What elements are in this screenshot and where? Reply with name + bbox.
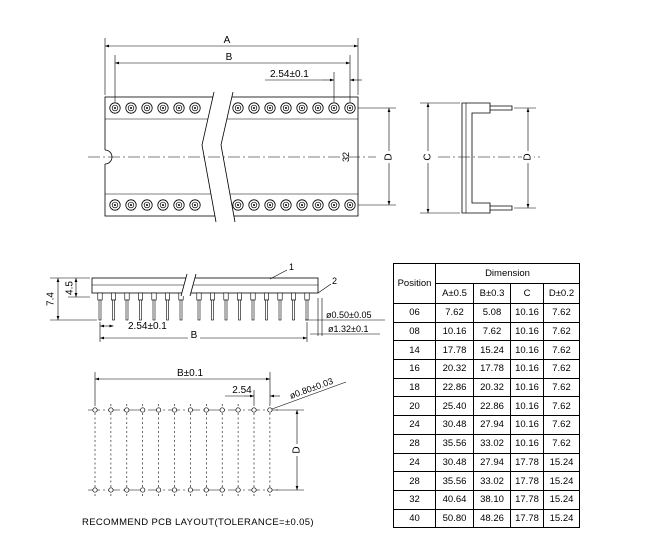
pin-center	[114, 107, 116, 109]
pin-contact	[249, 200, 259, 210]
pin-tail	[113, 300, 115, 320]
pin-contact	[329, 103, 339, 113]
table-row	[394, 509, 580, 528]
pin-contact	[265, 103, 275, 113]
pcb-hole	[252, 488, 256, 492]
pcb-hole-grid	[93, 404, 272, 496]
pcb-hole	[188, 408, 192, 412]
dimension-cell: 10.16	[511, 360, 544, 379]
dimension-cell: 7.62	[544, 397, 580, 416]
pin-lead	[237, 293, 241, 320]
dim-label-pitch: 2.54±0.1	[270, 69, 309, 80]
dimension-cell: 30.48	[436, 453, 474, 472]
position-cell: 20	[394, 397, 436, 416]
pin-center	[178, 204, 180, 206]
pin-lead	[210, 293, 214, 320]
table-row	[394, 360, 580, 379]
pcb-hole	[268, 408, 272, 412]
top-view	[88, 35, 396, 222]
pin-tail	[225, 300, 227, 320]
pin-contact	[297, 200, 307, 210]
dim-label-d: D	[522, 153, 534, 161]
pin-center	[130, 107, 132, 109]
position-cell: 18	[394, 378, 436, 397]
pin-contact	[313, 200, 323, 210]
dimension-cell: 7.62	[436, 304, 474, 323]
socket-body-outline	[105, 97, 358, 216]
pcb-hole	[93, 488, 97, 492]
column-header-b: B±0.3	[474, 284, 511, 304]
pin-tail	[167, 300, 169, 320]
pin-center	[285, 107, 287, 109]
pin-lead	[291, 293, 295, 320]
callout-1: 1	[289, 262, 295, 272]
pin-lead	[125, 293, 129, 320]
pin-center	[285, 204, 287, 206]
pcb-hole	[172, 408, 176, 412]
position-cell: 06	[394, 304, 436, 323]
pin-contact	[158, 200, 168, 210]
pin-shoulder	[305, 293, 309, 300]
dimension-cell: 15.24	[544, 453, 580, 472]
table-row	[394, 434, 580, 453]
socket-body-front	[92, 278, 318, 293]
pin-tail	[252, 300, 254, 320]
pin-contact	[345, 200, 355, 210]
pin-center	[130, 204, 132, 206]
pcb-hole	[141, 488, 145, 492]
column-header-d: D±0.2	[544, 284, 580, 304]
table-row	[394, 397, 580, 416]
pin-lead	[251, 293, 255, 320]
pin-shoulder	[264, 293, 268, 300]
pin-lead	[264, 293, 268, 320]
dim-label-b: B±0.1	[176, 368, 204, 379]
pcb-hole	[252, 408, 256, 412]
table-row	[394, 322, 580, 341]
pin-contact	[110, 103, 120, 113]
dim-label-d: D	[383, 153, 395, 161]
pin-contact	[126, 103, 136, 113]
dimension-cell: 7.62	[544, 434, 580, 453]
dimension-cell: 38.10	[474, 490, 511, 509]
pin-tail	[198, 300, 200, 320]
pin-center	[178, 107, 180, 109]
position-cell: 24	[394, 416, 436, 435]
dimension-cell: 10.16	[511, 341, 544, 360]
dimension-cell: 10.16	[436, 322, 474, 341]
pin-lead-top	[490, 106, 512, 110]
pin-contact	[233, 103, 243, 113]
pin-center	[194, 204, 196, 206]
table-row	[394, 416, 580, 435]
pin-shoulder	[138, 293, 142, 300]
pcb-hole	[220, 488, 224, 492]
pin-count-marking: 32	[341, 151, 351, 163]
pin-lead	[98, 293, 102, 320]
pin-tail	[126, 300, 128, 320]
table-row	[394, 472, 580, 491]
pcb-hole	[109, 488, 113, 492]
front-view	[46, 262, 386, 342]
dimension-cell: 48.26	[474, 509, 511, 528]
dim-label-d: D	[291, 446, 303, 454]
position-cell: 28	[394, 472, 436, 491]
dim-label-pitch: 2.54±0.1	[128, 321, 167, 332]
pin-shoulder	[210, 293, 214, 300]
dimension-cell: 15.24	[544, 472, 580, 491]
pin-center	[269, 204, 271, 206]
pin-tail	[153, 300, 155, 320]
pcb-layout-caption: RECOMMEND PCB LAYOUT(TOLERANCE=±0.05)	[82, 517, 314, 528]
position-cell: 28	[394, 434, 436, 453]
pin-diameter-label: ø0.50±0.05	[326, 310, 372, 320]
pin-tail	[212, 300, 214, 320]
position-cell: 14	[394, 341, 436, 360]
pin-center	[317, 204, 319, 206]
pcb-hole	[220, 408, 224, 412]
position-header: Position	[394, 264, 436, 304]
pin-lead	[165, 293, 169, 320]
dimension-cell: 50.80	[436, 509, 474, 528]
pin-center	[146, 107, 148, 109]
dimension-table	[393, 263, 580, 528]
pin-shoulder	[237, 293, 241, 300]
dimension-cell: 27.94	[474, 416, 511, 435]
dimension-cell: 33.02	[474, 434, 511, 453]
pin-contact	[281, 103, 291, 113]
dim-label-b: B	[190, 330, 198, 341]
pin-contact	[142, 103, 152, 113]
pin-center	[269, 107, 271, 109]
pin-center	[333, 204, 335, 206]
pin-shoulder	[111, 293, 115, 300]
dimension-cell: 35.56	[436, 434, 474, 453]
dimension-cell: 10.16	[511, 416, 544, 435]
pin-center	[162, 204, 164, 206]
dimension-cell: 27.94	[474, 453, 511, 472]
pin-lead	[197, 293, 201, 320]
pcb-hole	[236, 408, 240, 412]
pin-lead	[305, 293, 309, 320]
pin-center	[253, 204, 255, 206]
dimension-cell: 7.62	[544, 322, 580, 341]
position-cell: 16	[394, 360, 436, 379]
pin-contact	[158, 103, 168, 113]
pin-contact	[174, 200, 184, 210]
dimension-cell: 7.62	[544, 378, 580, 397]
pcb-hole	[204, 408, 208, 412]
dimension-cell: 40.64	[436, 490, 474, 509]
dimension-cell: 7.62	[544, 416, 580, 435]
pin-contact	[126, 200, 136, 210]
dimension-cell: 7.62	[474, 322, 511, 341]
pin-contact	[345, 103, 355, 113]
pcb-hole	[204, 488, 208, 492]
dimension-cell: 15.24	[544, 490, 580, 509]
pin-shoulder	[152, 293, 156, 300]
pin-center	[301, 204, 303, 206]
pcb-hole	[188, 488, 192, 492]
pin-center	[237, 107, 239, 109]
pin-tail	[306, 300, 308, 320]
pcb-hole	[236, 488, 240, 492]
pcb-hole	[109, 408, 113, 412]
pin-center	[333, 107, 335, 109]
pcb-hole	[172, 488, 176, 492]
dimension-cell: 10.16	[511, 322, 544, 341]
pin-lead	[111, 293, 115, 320]
pin-contact	[249, 103, 259, 113]
pin-lead	[224, 293, 228, 320]
dimension-cell: 20.32	[436, 360, 474, 379]
pin-contact	[174, 103, 184, 113]
dimension-cell: 20.32	[474, 378, 511, 397]
position-cell: 24	[394, 453, 436, 472]
pin-contact	[313, 103, 323, 113]
pin-tail	[293, 300, 295, 320]
dimension-cell: 17.78	[511, 509, 544, 528]
table-row	[394, 304, 580, 323]
dimension-cell: 15.24	[544, 509, 580, 528]
dim-label-total-height: 7.4	[45, 292, 57, 306]
pin-lead	[152, 293, 156, 320]
callout-2-leader	[318, 284, 331, 293]
pin-center	[162, 107, 164, 109]
pin-center	[317, 107, 319, 109]
pin-shoulder	[224, 293, 228, 300]
dimension-cell: 10.16	[511, 434, 544, 453]
dimension-cell: 17.78	[436, 341, 474, 360]
dimension-cell: 22.86	[474, 397, 511, 416]
pin-contact	[297, 103, 307, 113]
position-cell: 40	[394, 509, 436, 528]
pin-lead	[278, 293, 282, 320]
pin-contact	[190, 103, 200, 113]
pin-center	[349, 107, 351, 109]
dimension-cell: 17.78	[474, 360, 511, 379]
dimension-cell: 10.16	[511, 378, 544, 397]
pin-center	[194, 107, 196, 109]
column-header-a: A±0.5	[436, 284, 474, 304]
dimension-cell: 25.40	[436, 397, 474, 416]
position-cell: 08	[394, 322, 436, 341]
pin-contact	[265, 200, 275, 210]
pin-tail	[239, 300, 241, 320]
dim-label-b: B	[225, 52, 233, 63]
pin-shoulder	[278, 293, 282, 300]
pin-tail	[99, 300, 101, 320]
table-row	[394, 341, 580, 360]
pin-lead	[179, 293, 183, 320]
pcb-hole	[125, 408, 129, 412]
pin-center	[237, 204, 239, 206]
dimension-cell: 33.02	[474, 472, 511, 491]
dim-label-body-height: 4.5	[64, 281, 76, 295]
table-row	[394, 378, 580, 397]
dim-label-pitch: 2.54	[232, 385, 252, 396]
table-body	[394, 304, 580, 528]
pin-contact	[281, 200, 291, 210]
pin-contact	[233, 200, 243, 210]
pcb-hole	[156, 488, 160, 492]
pin-contact	[110, 200, 120, 210]
front-view-pins	[98, 293, 309, 320]
dimension-cell: 5.08	[474, 304, 511, 323]
position-cell: 32	[394, 490, 436, 509]
dimension-cell: 17.78	[511, 490, 544, 509]
pin-shoulder	[197, 293, 201, 300]
dimension-cell: 15.24	[474, 341, 511, 360]
pcb-hole	[141, 408, 145, 412]
side-view	[420, 103, 540, 213]
pin-shoulder	[98, 293, 102, 300]
pin-tail	[140, 300, 142, 320]
dimension-cell: 22.86	[436, 378, 474, 397]
pin-lead-bottom	[490, 206, 512, 210]
pin-center	[349, 204, 351, 206]
pin-center	[146, 204, 148, 206]
callout-2: 2	[332, 276, 338, 286]
pin-lead	[138, 293, 142, 320]
dimension-cell: 7.62	[544, 341, 580, 360]
dimension-cell: 7.62	[544, 304, 580, 323]
table-row	[394, 453, 580, 472]
pcb-hole	[93, 408, 97, 412]
pcb-hole	[268, 488, 272, 492]
dimension-cell: 10.16	[511, 304, 544, 323]
dim-label-a: A	[223, 35, 231, 46]
dimension-cell: 17.78	[511, 472, 544, 491]
pin-tail	[279, 300, 281, 320]
pin-contact	[142, 200, 152, 210]
pin-shoulder	[291, 293, 295, 300]
pin-tail	[180, 300, 182, 320]
dimension-header: Dimension	[436, 264, 580, 284]
pcb-layout	[82, 368, 346, 528]
dimension-cell: 17.78	[511, 453, 544, 472]
dimension-cell: 7.62	[544, 360, 580, 379]
pin-contact	[329, 200, 339, 210]
pin-shoulder	[165, 293, 169, 300]
pin-center	[253, 107, 255, 109]
pin-shoulder	[251, 293, 255, 300]
pin-shoulder	[125, 293, 129, 300]
shoulder-diameter-label: ø1.32±0.1	[328, 324, 369, 334]
table-row	[394, 490, 580, 509]
pcb-hole	[156, 408, 160, 412]
dim-label-c: C	[422, 153, 434, 161]
pin-tail	[266, 300, 268, 320]
dimension-cell: 30.48	[436, 416, 474, 435]
pin-center	[114, 204, 116, 206]
pin-center	[301, 107, 303, 109]
pcb-hole	[125, 488, 129, 492]
hole-diameter-label: ø0.80±0.03	[288, 375, 335, 401]
dimension-cell: 35.56	[436, 472, 474, 491]
dimension-cell: 10.16	[511, 397, 544, 416]
column-header-c: C	[511, 284, 544, 304]
pin-contact	[190, 200, 200, 210]
